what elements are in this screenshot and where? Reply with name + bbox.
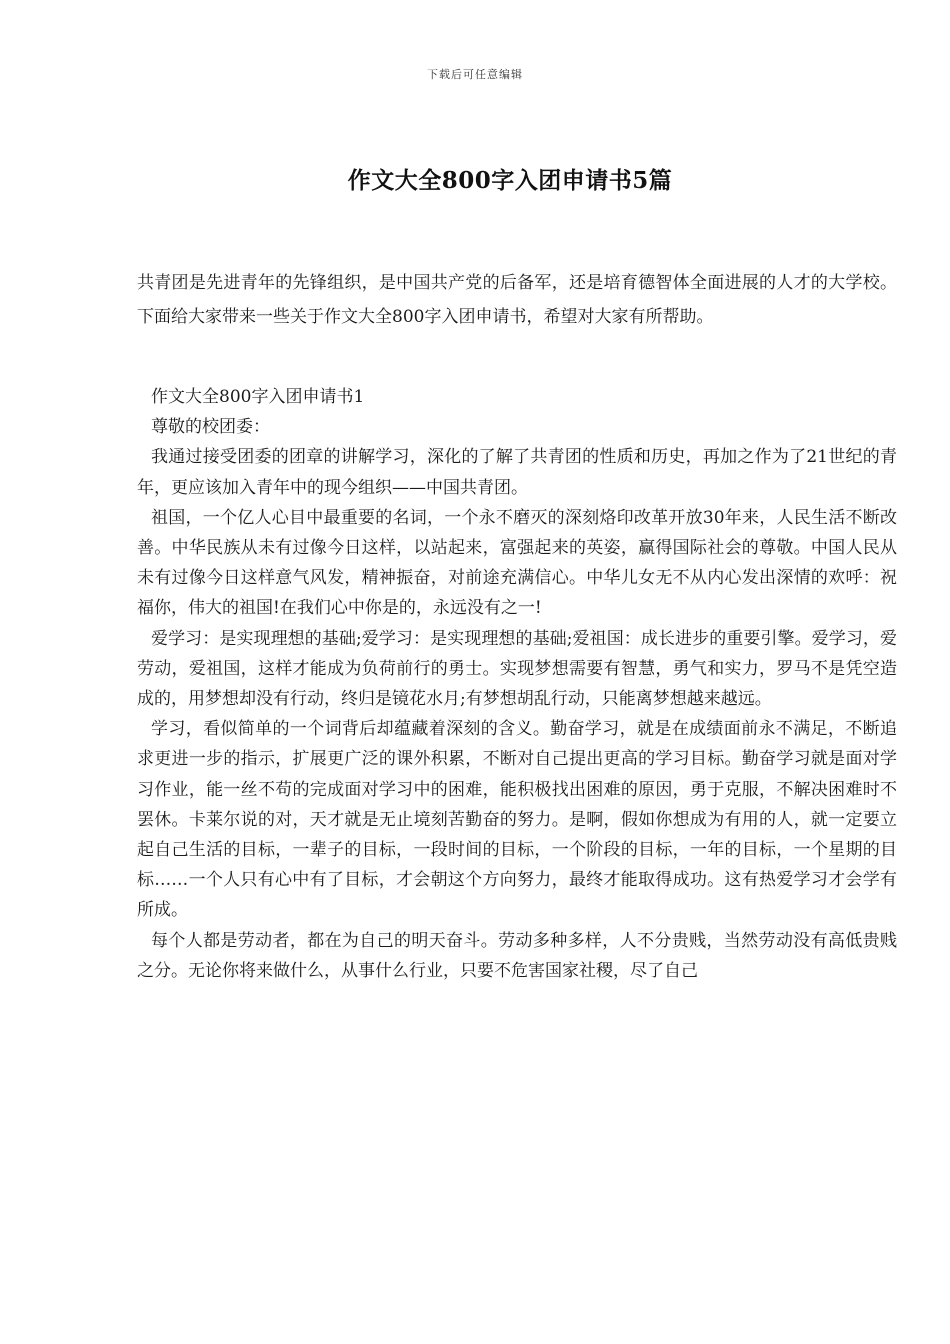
section-heading: 作文大全800字入团申请书1 <box>151 387 365 407</box>
salutation: 尊敬的校团委： <box>151 417 270 438</box>
body-paragraph: 学习，看似简单的一个词背后却蕴藏着深刻的含义。勤奋学习，就是在成绩面前永不满足，不断追求更进一步的指示，扩展更广泛的课外积累，不断对自己提出更高的学习目标。勤奋学习就是面对学习作业，能一丝不苟的完成面对学习中的困难，能积极找出困难的原因，勇于克服，不解决困难时不罢休。卡莱尔说的对，天才就是无止境刻苦勤奋的努力。是啊，假如你想成为有用的人，就一定要立起自己生活的目标，一辈子的目标，一段时间的目标，一个阶段的目标，一年的目标，一个星期的目标……一个人只有心中有了目标，才会朝这个方向努力，最终才能取得成功。这有热爱学习才会学有所成。 <box>137 719 897 921</box>
header-note: 下载后可任意编辑 <box>427 68 523 81</box>
body-paragraph: 祖国，一个亿人心目中最重要的名词，一个永不磨灭的深刻烙印改革开放30年来，人民生活不断改善。中华民族从未有过像今日这样，以站起来，富强起来的英姿，赢得国际社会的尊敬。中国人民从未有过像今日这样意气风发，精神振奋，对前途充满信心。中华儿女无不从内心发出深情的欢呼：祝福你，伟大的祖国!在我们心中你是的，永远没有之一! <box>137 507 897 619</box>
body-paragraph: 我通过接受团委的团章的讲解学习，深化的了解了共青团的性质和历史，再加之作为了21世纪的青年，更应该加入青年中的现今组织——中国共青团。 <box>137 447 897 498</box>
document-body <box>137 382 897 986</box>
document-title: 作文大全800字入团申请书5篇 <box>347 167 673 194</box>
body-paragraph: 爱学习：是实现理想的基础;爱学习：是实现理想的基础;爱祖国：成长进步的重要引擎。爱学习，爱劳动，爱祖国，这样才能成为负荷前行的勇士。实现梦想需要有智慧，勇气和实力，罗马不是凭空造成的，用梦想却没有行动，终归是镜花水月;有梦想胡乱行动，只能离梦想越来越远。 <box>137 628 897 710</box>
intro-paragraph <box>137 266 897 334</box>
body-paragraph: 每个人都是劳动者，都在为自己的明天奋斗。劳动多种多样，人不分贵贱，当然劳动没有高低贵贱之分。无论你将来做什么，从事什么行业，只要不危害国家社稷，尽了自己 <box>137 930 897 981</box>
intro-text: 共青团是先进青年的先锋组织，是中国共产党的后备军，还是培育德智体全面进展的人才的大学校。下面给大家带来一些关于作文大全800字入团申请书，希望对大家有所帮助。 <box>137 273 897 327</box>
